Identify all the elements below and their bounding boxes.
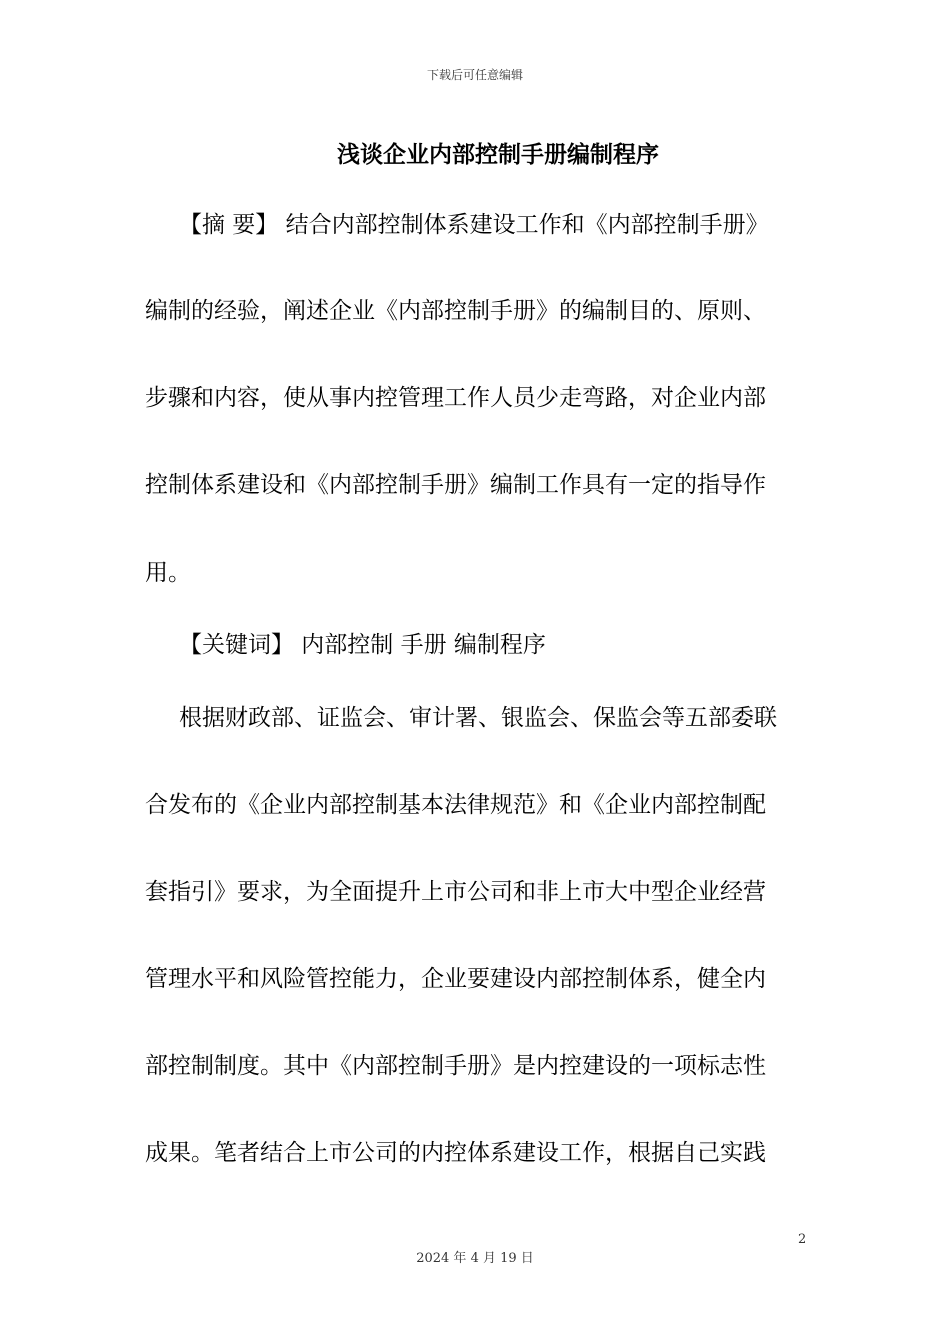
body-line: 成果。笔者结合上市公司的内控体系建设工作，根据自己实践: [145, 1140, 766, 1166]
body-line: 合发布的《企业内部控制基本法律规范》和《企业内部控制配: [145, 792, 766, 818]
footer-date: 2024 年 4 月 19 日: [416, 1251, 534, 1266]
header-note: 下载后可任意编辑: [426, 68, 523, 82]
body-line: 管理水平和风险管控能力，企业要建设内部控制体系，健全内: [145, 966, 766, 992]
abstract-line: 【摘 要】 结合内部控制体系建设工作和《内部控制手册》: [179, 212, 769, 238]
abstract-line: 步骤和内容，使从事内控管理工作人员少走弯路，对企业内部: [145, 385, 766, 411]
keywords-line: 【关键词】 内部控制 手册 编制程序: [179, 632, 546, 658]
abstract-line: 控制体系建设和《内部控制手册》编制工作具有一定的指导作: [145, 472, 766, 498]
abstract-line: 编制的经验，阐述企业《内部控制手册》的编制目的、原则、: [145, 298, 766, 324]
document-title: 浅谈企业内部控制手册编制程序: [337, 142, 659, 168]
abstract-line: 用。: [145, 560, 191, 586]
page-number: 2: [798, 1232, 807, 1247]
body-line: 根据财政部、证监会、审计署、银监会、保监会等五部委联: [179, 705, 777, 731]
body-line: 部控制制度。其中《内部控制手册》是内控建设的一项标志性: [145, 1053, 766, 1079]
body-line: 套指引》要求，为全面提升上市公司和非上市大中型企业经营: [145, 879, 766, 905]
